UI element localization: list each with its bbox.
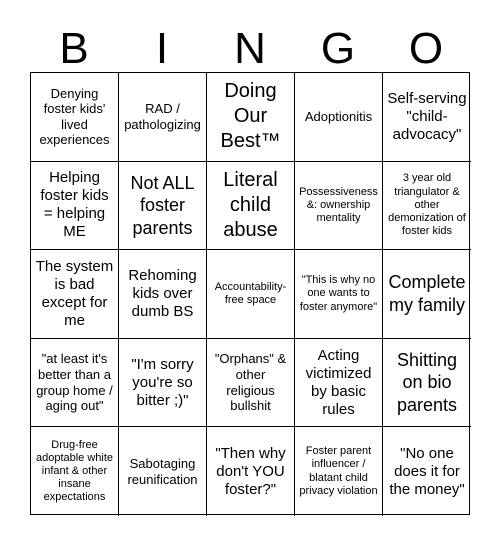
bingo-cell[interactable] [31, 162, 119, 251]
cell-text: Shitting on bio parents [396, 349, 458, 415]
cell-text: Denying foster kids' lived experiences [39, 85, 110, 148]
bingo-cell[interactable] [295, 339, 383, 428]
cell-text: "I'm sorry you're so bitter ;)" [131, 355, 194, 409]
bingo-cell[interactable] [295, 162, 383, 251]
bingo-cell[interactable] [119, 162, 207, 251]
header-letter-g: G [320, 24, 356, 73]
bingo-cell[interactable] [31, 339, 119, 428]
cell-text: "This is why no one wants to foster anymore" [299, 274, 378, 313]
bingo-cell[interactable] [31, 73, 119, 162]
bingo-header [30, 26, 470, 72]
header-letter-o: O [408, 24, 444, 73]
cell-text: Complete my family [388, 272, 466, 315]
bingo-cell[interactable] [383, 250, 471, 339]
bingo-cell[interactable] [295, 250, 383, 339]
cell-text: Adoptionitis [304, 109, 373, 124]
bingo-cell[interactable] [383, 427, 471, 516]
cell-text: 3 year old triangulator & other demonization of foster kids [388, 172, 466, 238]
bingo-cell[interactable] [207, 162, 295, 251]
bingo-cell[interactable] [119, 250, 207, 339]
bingo-cell[interactable] [207, 339, 295, 428]
cell-text: Doing Our Best™ [220, 80, 281, 153]
bingo-cell[interactable] [119, 427, 207, 516]
cell-text: "No one does it for the money" [389, 444, 465, 498]
bingo-cell[interactable] [207, 73, 295, 162]
cell-text: Possessiveness &: ownership mentality [299, 185, 378, 224]
cell-text: Foster parent influencer / blatant child privacy violation [299, 445, 378, 497]
bingo-cell[interactable] [207, 427, 295, 516]
cell-text: "Then why don't YOU foster?" [215, 444, 286, 498]
cell-text: Literal child abuse [223, 168, 278, 241]
bingo-cell[interactable] [31, 250, 119, 339]
bingo-cell[interactable] [383, 339, 471, 428]
cell-text: Accountability-free space [214, 280, 287, 306]
bingo-cell[interactable] [207, 250, 295, 339]
bingo-cell[interactable] [383, 162, 471, 251]
bingo-cell[interactable] [31, 427, 119, 516]
header-letter-n: N [234, 24, 266, 73]
cell-text: Helping foster kids = helping ME [40, 169, 109, 241]
cell-text: Not ALL foster parents [130, 172, 195, 238]
cell-text: Rehoming kids over dumb BS [128, 266, 197, 320]
cell-text: "at least it's better than a group home / aging out" [36, 351, 113, 414]
bingo-board [30, 72, 470, 515]
bingo-cell[interactable] [295, 73, 383, 162]
cell-text: Sabotaging reunification [127, 456, 198, 487]
cell-text: Self-serving "child-advocacy" [387, 89, 467, 143]
bingo-cell[interactable] [119, 339, 207, 428]
cell-text: RAD / pathologizing [124, 101, 201, 132]
bingo-cell[interactable] [383, 73, 471, 162]
cell-text: "Orphans" & other religious bullshit [214, 351, 287, 414]
cell-text: Drug-free adoptable white infant & other insane expectations [35, 438, 114, 504]
bingo-cell[interactable] [119, 73, 207, 162]
header-letter-i: I [155, 24, 169, 73]
bingo-cell[interactable] [295, 427, 383, 516]
cell-text: Acting victimized by basic rules [305, 346, 372, 418]
header-letter-b: B [59, 24, 89, 73]
cell-text: The system is bad except for me [35, 257, 114, 329]
